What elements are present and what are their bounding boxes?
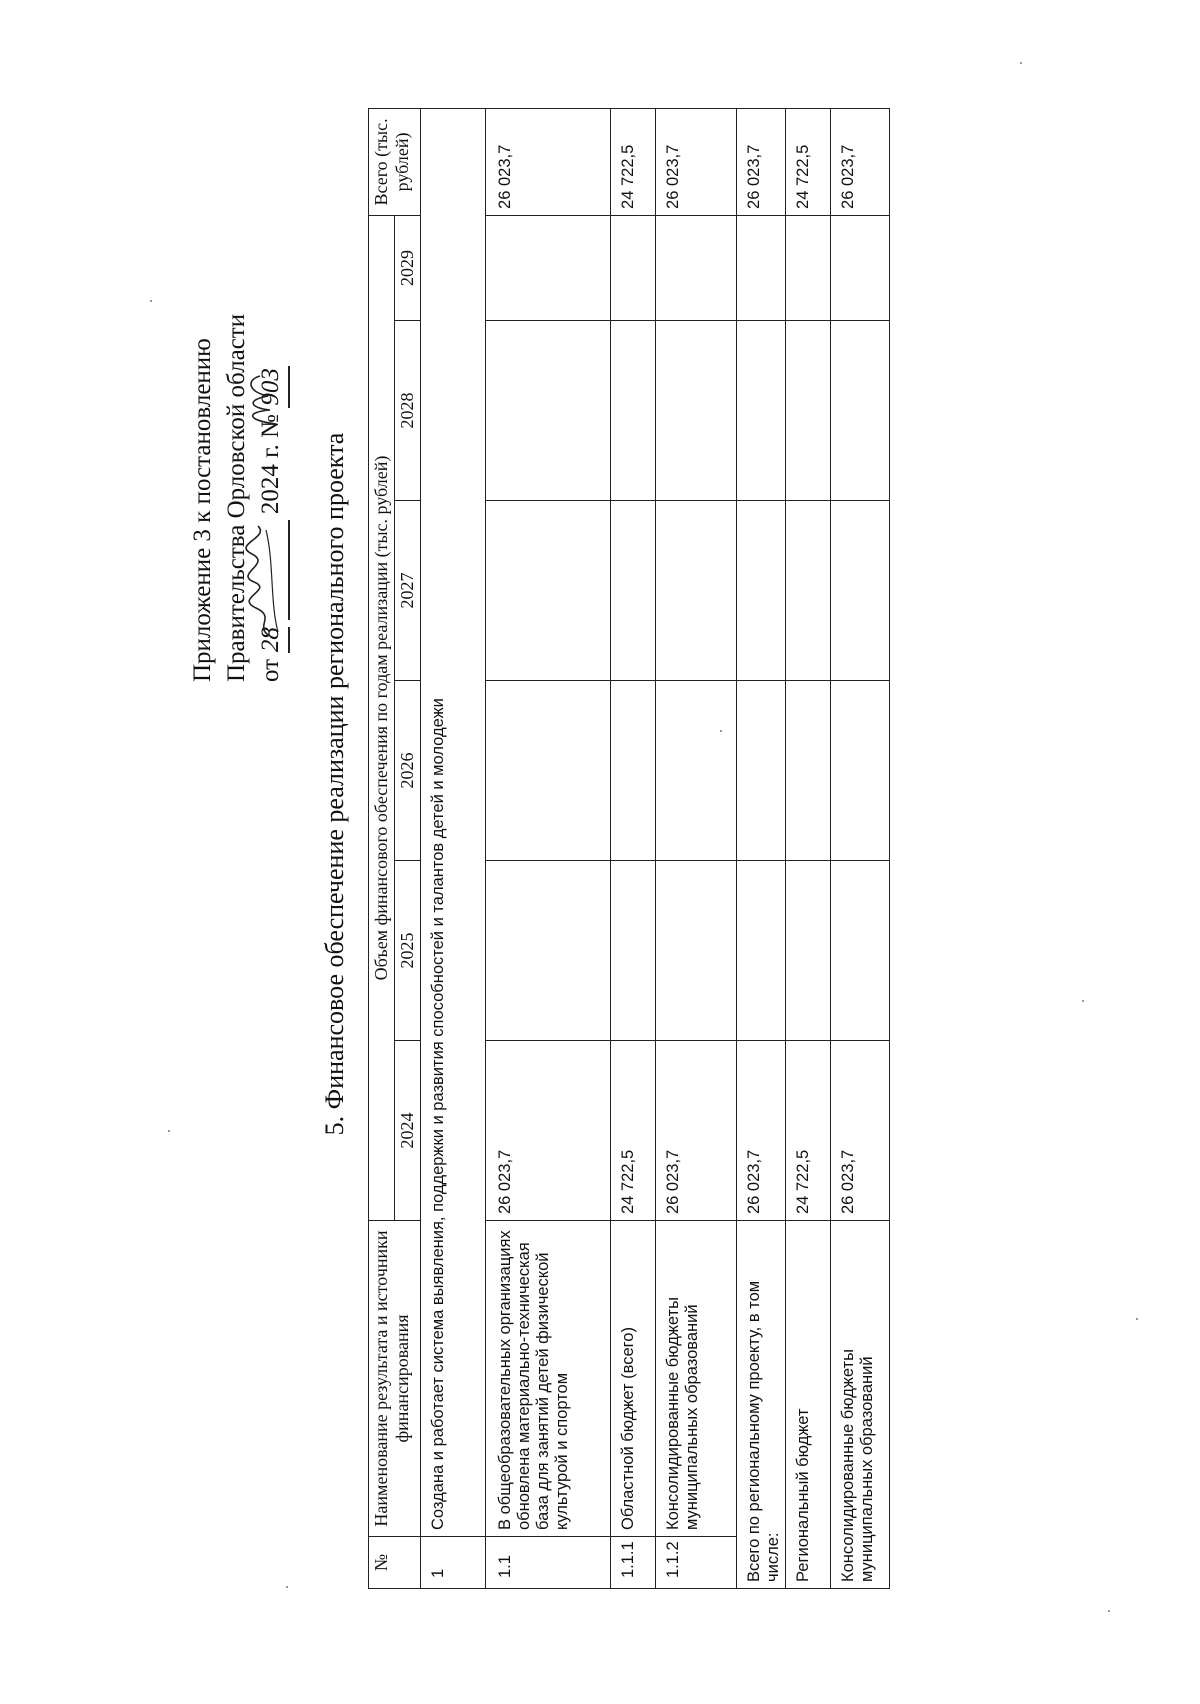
cell-total: 26 023,7 — [737, 108, 786, 215]
col-header-year: 2025 — [395, 861, 421, 1041]
col-header-total: Всего (тыс. рублей) — [369, 108, 421, 215]
header-year: 2024 г. № — [257, 414, 284, 515]
cell-2024: 26 023,7 — [656, 1041, 737, 1221]
col-header-year: 2028 — [395, 321, 421, 501]
cell-total: 26 023,7 — [831, 108, 890, 215]
cell-total-name: Всего по региональному проекту, в том числе: — [737, 1221, 786, 1589]
cell-empty — [737, 215, 786, 320]
table-header-row — [369, 108, 395, 1588]
cell-num: 1.1.2 — [656, 1537, 737, 1589]
cell-empty — [656, 861, 737, 1041]
cell-empty — [486, 501, 611, 681]
table-row — [486, 108, 611, 1588]
cell-2024: 26 023,7 — [831, 1041, 890, 1221]
cell-total: 24 722,5 — [611, 108, 656, 215]
cell-name: Областной бюджет (всего) — [611, 1221, 656, 1537]
cell-num: 1.1.1 — [611, 1537, 656, 1589]
cell-empty — [486, 861, 611, 1041]
col-header-year: 2024 — [395, 1041, 421, 1221]
cell-empty — [486, 681, 611, 861]
cell-empty — [786, 681, 831, 861]
table-total-row — [737, 108, 786, 1588]
cell-2024: 24 722,5 — [611, 1041, 656, 1221]
cell-2024: 24 722,5 — [786, 1041, 831, 1221]
cell-empty — [786, 215, 831, 320]
header-line-3 — [254, 202, 290, 682]
cell-2024: 26 023,7 — [737, 1041, 786, 1221]
cell-total-name: Региональный бюджет — [786, 1221, 831, 1589]
header-line-2: Правительства Орловской области — [223, 313, 250, 682]
table-row-section — [421, 108, 486, 1588]
col-header-num: № — [369, 1537, 421, 1589]
table-row — [611, 108, 656, 1588]
cell-empty — [737, 501, 786, 681]
cell-num: 1 — [421, 1537, 486, 1589]
cell-empty — [611, 215, 656, 320]
cell-empty — [611, 681, 656, 861]
col-header-name: Наименование результата и источники финансирования — [369, 1221, 421, 1537]
cell-empty — [831, 215, 890, 320]
handwritten-doc-number: 903 — [254, 366, 290, 408]
cell-total: 26 023,7 — [486, 108, 611, 215]
table-row — [656, 108, 737, 1588]
cell-empty — [656, 501, 737, 681]
cell-empty — [786, 501, 831, 681]
cell-name: Консолидированные бюджеты муниципальных образований — [656, 1221, 737, 1537]
approval-header — [186, 202, 290, 682]
cell-empty — [611, 501, 656, 681]
handwritten-date-day: 28 — [254, 627, 290, 653]
col-header-years-group: Объем финансового обеспечения по годам реализации (тыс. рублей) — [369, 215, 395, 1220]
cell-total: 26 023,7 — [656, 108, 737, 215]
cell-name: В общеобразовательных организациях обновлена материально-техническая база для занятий детей физической культурой и спортом — [486, 1221, 611, 1537]
header-line-1: Приложение 3 к постановлению — [189, 338, 216, 682]
cell-empty — [611, 321, 656, 501]
cell-empty — [786, 861, 831, 1041]
cell-empty — [656, 681, 737, 861]
cell-empty — [737, 861, 786, 1041]
cell-empty — [831, 321, 890, 501]
cell-num: 1.1 — [486, 1537, 611, 1589]
cell-empty — [611, 861, 656, 1041]
funding-table — [368, 108, 890, 1589]
cell-empty — [656, 321, 737, 501]
cell-empty — [486, 321, 611, 501]
header-ot: от — [257, 658, 284, 682]
cell-total-name: Консолидированные бюджеты муниципальных образований — [831, 1221, 890, 1589]
cell-empty — [486, 215, 611, 320]
table-total-row — [831, 108, 890, 1588]
cell-empty — [786, 321, 831, 501]
cell-empty — [737, 321, 786, 501]
cell-empty — [831, 681, 890, 861]
col-header-year: 2026 — [395, 681, 421, 861]
cell-empty — [831, 861, 890, 1041]
col-header-year: 2029 — [395, 215, 421, 320]
col-header-year: 2027 — [395, 501, 421, 681]
handwritten-date-month — [254, 520, 290, 620]
section-title: 5. Финансовое обеспечение реализации регионального проекта — [320, 432, 349, 1136]
cell-section-text: Создана и работает система выявления, поддержки и развития способностей и талантов детей и молодежи — [421, 108, 486, 1536]
cell-empty — [831, 501, 890, 681]
cell-2024: 26 023,7 — [486, 1041, 611, 1221]
cell-total: 24 722,5 — [786, 108, 831, 215]
cell-empty — [656, 215, 737, 320]
table-total-row — [786, 108, 831, 1588]
cell-empty — [737, 681, 786, 861]
